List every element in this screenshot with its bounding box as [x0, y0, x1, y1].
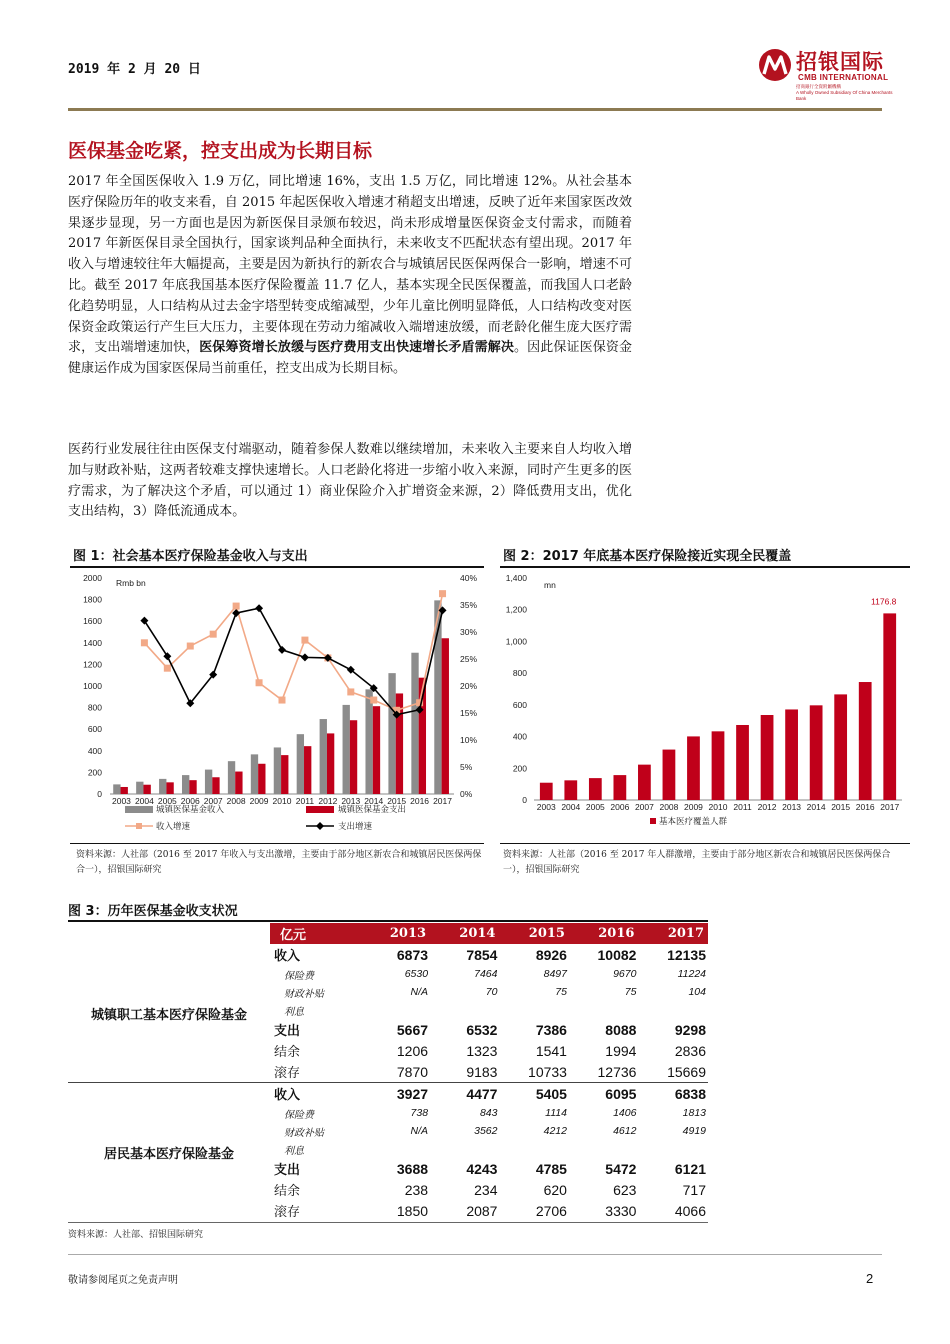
- x-tick-label: 2004: [134, 796, 154, 806]
- year-header: 2016: [569, 923, 638, 944]
- year-header: 2013: [361, 923, 430, 944]
- coverage-bar: [785, 709, 798, 800]
- table-cell: 7386: [535, 1021, 567, 1038]
- table-cell: 1114: [545, 1107, 567, 1119]
- income-bar: [388, 673, 395, 794]
- table-cell: 7854: [466, 946, 498, 963]
- table-cell: 6530: [404, 968, 429, 980]
- x-tick-label: 2011: [733, 802, 752, 812]
- income-growth-point: [301, 637, 308, 644]
- fund-group-name: 居民基本医疗保险基金: [68, 1083, 270, 1222]
- income-growth-point: [210, 631, 217, 638]
- table-cell: 9183: [466, 1063, 498, 1080]
- table-cell: N/A: [410, 1125, 429, 1137]
- table-cell: 4919: [682, 1125, 706, 1137]
- y-tick-label: 1,200: [505, 604, 527, 615]
- table-cell: [361, 1001, 430, 1019]
- paragraph-1-tail: 。因此保证医保资金健康运作成为国家医保局当前重任，控支出成为长期目标。: [68, 340, 632, 377]
- income-bar: [320, 719, 327, 794]
- table-cell: 1541: [535, 1042, 567, 1059]
- figure-3-source: 资料来源：人社部、招银国际研究: [68, 1230, 204, 1240]
- income-bar: [411, 653, 418, 794]
- table-cell: [361, 1140, 430, 1158]
- expense-bar: [121, 787, 128, 794]
- income-growth-point: [439, 590, 446, 597]
- paragraph-1: [68, 172, 632, 380]
- x-tick-label: 2012: [757, 802, 777, 812]
- table-cell: [430, 1140, 499, 1158]
- paragraph-2: 医药行业发展往往由医保支付端驱动，随着参保人数难以继续增加，未来收入主要来自人均收入增加与财政补贴，这两者较难支撑快速增长。人口老龄化将进一步缩小收入来源，同时产生更多的医疗需求，为了解决这个矛盾，可以通过 1）商业保险介入扩增资金来源，2）降低费用支出，优化支出结构，3）降低流通成本。: [68, 442, 632, 520]
- logo-chinese-name: 招银国际: [796, 50, 884, 74]
- coverage-bar: [687, 736, 700, 800]
- x-tick-label: 2016: [855, 802, 875, 812]
- table-cell: 15669: [667, 1063, 706, 1080]
- table-cell: 4243: [466, 1160, 498, 1177]
- table-cell: 9670: [613, 968, 637, 980]
- table-cell: 1850: [396, 1202, 429, 1219]
- table-cell: 6838: [638, 1083, 708, 1105]
- company-logo: [758, 46, 898, 102]
- fund-group-name: 城镇职工基本医疗保险基金: [90, 1007, 247, 1023]
- table-cell: 1813: [682, 1107, 706, 1119]
- x-tick-label: 2007: [203, 796, 223, 806]
- y-tick-label: 800: [87, 702, 102, 713]
- income-bar: [365, 689, 372, 794]
- x-tick-label: 2013: [782, 802, 802, 812]
- logo-tagline-en: A Wholly Owned Subsidiary Of China Merchants Bank: [796, 90, 893, 101]
- y2-tick-label: 15%: [460, 708, 478, 718]
- y2-tick-label: 0%: [460, 789, 473, 799]
- legend-coverage-swatch: [650, 818, 656, 824]
- table-cell: 1323: [466, 1042, 498, 1059]
- table-cell: N/A: [410, 986, 429, 998]
- table-header-row: [68, 923, 708, 944]
- income-growth-point: [187, 643, 194, 650]
- table-cell: [569, 1001, 638, 1019]
- x-tick-label: 2003: [112, 796, 131, 806]
- expense-bar: [350, 720, 357, 794]
- x-tick-label: 2005: [157, 796, 177, 806]
- table-cell: 238: [404, 1181, 429, 1198]
- row-label: 滚存: [273, 1066, 300, 1081]
- figure-3-title: 图 3：历年医保基金收支状况: [68, 904, 238, 919]
- table-cell: 5667: [396, 1021, 429, 1038]
- table-cell: 3562: [474, 1125, 498, 1137]
- table-cell: 738: [410, 1107, 429, 1119]
- table-cell: 8926: [535, 946, 567, 963]
- coverage-bar: [540, 783, 553, 800]
- page-number: 2: [866, 1271, 874, 1286]
- y-tick-label: 0: [97, 789, 102, 799]
- table-cell: 2087: [466, 1202, 498, 1219]
- x-tick-label: 2014: [364, 796, 384, 806]
- coverage-bar: [638, 765, 651, 800]
- x-tick-label: 2006: [610, 802, 630, 812]
- coverage-bar: [761, 715, 774, 800]
- row-label: 财政补贴: [283, 988, 324, 1000]
- x-tick-label: 2009: [249, 796, 269, 806]
- expense-growth-point: [163, 652, 171, 660]
- y-tick-label: 400: [512, 731, 527, 742]
- y2-tick-label: 10%: [460, 735, 478, 745]
- y-tick-label: 1,000: [505, 636, 527, 647]
- x-tick-label: 2011: [295, 796, 315, 806]
- expense-bar: [212, 777, 219, 794]
- legend-income-swatch: [125, 806, 153, 813]
- report-date: 2019 年 2 月 20 日: [68, 62, 201, 77]
- x-tick-label: 2010: [708, 802, 728, 812]
- table-cell: 11224: [677, 968, 706, 980]
- income-bar: [136, 782, 143, 794]
- paragraph-1-emphasis: 医保筹资增长放缓与医疗费用支出快速增长矛盾需解决: [199, 340, 515, 356]
- table-cell: [499, 1001, 568, 1019]
- income-bar: [297, 734, 304, 794]
- x-tick-label: 2008: [226, 796, 246, 806]
- logo-tagline-cn: 招商銀行全資附屬機構: [796, 84, 841, 89]
- x-tick-label: 2010: [272, 796, 292, 806]
- coverage-bar: [834, 694, 847, 800]
- y-tick-label: 200: [87, 767, 102, 778]
- coverage-bar: [712, 731, 725, 800]
- income-bar: [159, 779, 166, 794]
- legend-expense-swatch: [306, 806, 334, 813]
- table-cell: 4785: [535, 1160, 567, 1177]
- expense-bar: [373, 706, 380, 794]
- table-cell: [569, 1140, 638, 1158]
- table-cell: 9298: [674, 1021, 706, 1038]
- x-tick-label: 2017: [433, 796, 452, 806]
- year-header: 2017: [638, 923, 708, 944]
- legend-income-label: 城镇医保基金收入: [156, 804, 225, 814]
- table-cell: 8497: [543, 968, 567, 980]
- table-cell: 234: [474, 1181, 498, 1198]
- table-cell: 12135: [667, 946, 706, 963]
- x-tick-label: 2012: [318, 796, 338, 806]
- y-tick-label: 600: [512, 699, 527, 710]
- row-label: 利息: [283, 1145, 304, 1157]
- table-row: [68, 1083, 708, 1105]
- y-tick-label: 1400: [83, 637, 102, 648]
- logo-tagline: [796, 84, 896, 102]
- x-tick-label: 2016: [410, 796, 430, 806]
- x-tick-label: 2017: [880, 802, 900, 812]
- income-bar: [113, 784, 120, 794]
- x-tick-label: 2007: [634, 802, 654, 812]
- fund-table-container: [68, 923, 708, 1221]
- y-tick-label: 1600: [83, 616, 102, 627]
- expense-growth-point: [140, 617, 148, 625]
- figure-1-bottom-rule: [70, 843, 484, 844]
- coverage-bar: [736, 725, 749, 800]
- table-body: [68, 944, 708, 1221]
- y2-tick-label: 35%: [460, 600, 478, 610]
- row-label: 结余: [273, 1184, 300, 1199]
- table-cell: 4066: [674, 1202, 706, 1219]
- expense-growth-point: [301, 653, 309, 661]
- y-tick-label: 0: [522, 795, 527, 805]
- table-cell: 4477: [430, 1083, 499, 1105]
- year-header: 2014: [430, 923, 499, 944]
- table-cell: 717: [682, 1181, 706, 1198]
- coverage-bar: [663, 750, 676, 800]
- table-cell: 4212: [543, 1125, 567, 1137]
- expense-growth-point: [255, 604, 263, 612]
- table-cell: 843: [479, 1107, 498, 1119]
- expense-bar: [442, 638, 449, 794]
- header-divider: [68, 108, 882, 111]
- y2-tick-label: 25%: [460, 654, 478, 664]
- y-tick-label: 200: [512, 763, 527, 774]
- x-tick-label: 2008: [659, 802, 679, 812]
- income-growth-point: [164, 665, 171, 672]
- table-cell: 12736: [597, 1063, 637, 1080]
- table-cell: 3927: [361, 1083, 430, 1105]
- income-growth-point: [370, 697, 377, 704]
- income-growth-point: [256, 679, 263, 686]
- table-cell: 75: [624, 986, 637, 998]
- cmb-logo-icon: [758, 48, 792, 82]
- coverage-bar: [613, 775, 626, 800]
- table-cell: 4612: [613, 1125, 637, 1137]
- table-cell: 620: [543, 1181, 567, 1198]
- table-cell: 6873: [396, 946, 429, 963]
- unit-label: Rmb bn: [116, 578, 146, 588]
- header-blank-cell: [68, 923, 270, 944]
- x-tick-label: 2013: [341, 796, 361, 806]
- table-cell: 3330: [605, 1202, 637, 1219]
- expense-bar: [258, 764, 265, 794]
- y2-tick-label: 5%: [460, 762, 473, 772]
- paragraph-1-text: 2017 年全国医保收入 1.9 万亿，同比增速 16%，支出 1.5 万亿，同比增速 12%。从社会基本医疗保险历年的收支来看，自 2015 年起医保收入增速才稍超支出增速，反映了近年来国家医改效果逐步显现，另一方面也是因为新医保目录颁布较迟，尚未形成增量医保资金支付需求，而随着 2017 年新医保目录全国执行，国家谈判品种全面执行，未来收支不匹配状态有望出现。2017 年收入与增速较往年大幅提高，主要是因为新执行的新农合与城镇居民医保两保合一影响，增速不可比。截至 2017 年底我国基本医疗保险覆盖 11.7 亿人，基本实现全民医保覆盖，而我国人口老龄化趋势明显，人口结构从过去金字塔型转变成缩减型，少年儿童比例明显降低，人口结构改变对医保资金政策运行产生巨大压力，主要体现在劳动力缩减收入端增速放缓，而老龄化催生庞大医疗需求，支出端增速加快，: [68, 174, 632, 356]
- table-cell: [430, 1001, 499, 1019]
- table-cell: 1206: [396, 1042, 429, 1059]
- table-cell: 1406: [613, 1107, 637, 1119]
- table-cell: 2706: [535, 1202, 567, 1219]
- y-tick-label: 1200: [83, 659, 102, 670]
- y-tick-label: 800: [512, 668, 527, 679]
- x-tick-label: 2015: [831, 802, 851, 812]
- coverage-bar: [589, 778, 602, 800]
- logo-english-name: CMB INTERNATIONAL: [798, 73, 889, 82]
- income-bar: [182, 775, 189, 794]
- table-cell: [499, 1140, 568, 1158]
- coverage-bar: [883, 613, 896, 800]
- y-tick-label: 1,400: [505, 573, 527, 583]
- table-cell: 8088: [605, 1021, 637, 1038]
- unit-header: 亿元: [270, 923, 361, 944]
- x-tick-label: 2005: [585, 802, 605, 812]
- footer-disclaimer: 敬请参阅尾页之免责声明: [68, 1275, 178, 1286]
- legend-income-growth-label: 收入增速: [156, 821, 191, 831]
- table-cell: 3688: [396, 1160, 429, 1177]
- coverage-bar: [564, 780, 577, 800]
- figure-1-source: 资料来源：人社部（2016 至 2017 年收入与支出激增，主要由于部分地区新农合和城镇居民医保两保合一），招银国际研究: [76, 850, 482, 875]
- row-label: 利息: [283, 1006, 304, 1018]
- row-label: 滚存: [273, 1205, 300, 1220]
- table-cell: [638, 1140, 708, 1158]
- row-label: 结余: [273, 1045, 300, 1060]
- coverage-bar: [859, 682, 872, 800]
- y-tick-label: 400: [87, 745, 102, 756]
- medical-fund-table: [68, 923, 708, 1221]
- table-cell: 6532: [466, 1021, 498, 1038]
- table-cell: 7464: [474, 968, 498, 980]
- row-label: 保险费: [283, 970, 314, 982]
- x-tick-label: 2003: [536, 802, 556, 812]
- income-growth-point: [279, 697, 286, 704]
- table-row: [68, 944, 708, 965]
- table-cell: 5405: [499, 1083, 568, 1105]
- figure-3-title-rule: [68, 920, 708, 922]
- section-title: 医保基金吃紧，控支出成为长期目标: [68, 140, 373, 162]
- x-tick-label: 2006: [180, 796, 200, 806]
- expense-growth-point: [278, 646, 286, 654]
- figure-2-title: 图 2：2017 年底基本医疗保险接近实现全民覆盖: [503, 549, 792, 564]
- x-tick-label: 2015: [387, 796, 407, 806]
- income-growth-line: [144, 594, 442, 711]
- row-label: 收入: [273, 949, 300, 964]
- figure-1-title: 图 1：社会基本医疗保险基金收入与支出: [73, 549, 308, 564]
- table-cell: 6095: [569, 1083, 638, 1105]
- row-label: 收入: [270, 1083, 361, 1105]
- income-bar: [274, 747, 281, 794]
- y-tick-label: 600: [87, 724, 102, 735]
- table-cell: 1994: [605, 1042, 637, 1059]
- table-cell: 10733: [528, 1063, 567, 1080]
- legend-expense-growth-marker: [316, 822, 324, 830]
- legend-coverage-label: 基本医疗覆盖人群: [659, 816, 728, 826]
- expense-bar: [304, 746, 311, 794]
- legend-income-growth-marker: [136, 823, 142, 829]
- expense-bar: [189, 780, 196, 794]
- table-cell: 7870: [396, 1063, 429, 1080]
- y-tick-label: 1800: [83, 594, 102, 605]
- table-cell: 75: [555, 986, 567, 998]
- income-growth-point: [347, 688, 354, 695]
- table-cell: 70: [485, 986, 498, 998]
- table-bottom-rule: [68, 1222, 708, 1223]
- y2-tick-label: 20%: [460, 681, 478, 691]
- figure-2-source: 资料来源：人社部（2016 至 2017 年人群激增，主要由于部分地区新农合和城镇居民医保两保合一），招银国际研究: [503, 850, 891, 875]
- expense-bar: [235, 772, 242, 794]
- chart-medical-fund-income-expense: [70, 568, 490, 840]
- expense-bar: [327, 733, 334, 794]
- table-cell: 5472: [605, 1160, 637, 1177]
- data-label: 1176.8: [871, 596, 897, 607]
- chart-insurance-coverage: [500, 568, 912, 840]
- row-label: 支出: [273, 1163, 300, 1178]
- table-cell: 6121: [674, 1160, 706, 1177]
- unit-label: mn: [544, 580, 556, 590]
- row-label: 支出: [273, 1024, 300, 1039]
- x-tick-label: 2014: [806, 802, 826, 812]
- expense-bar: [143, 785, 150, 794]
- row-label: 财政补贴: [283, 1127, 324, 1139]
- coverage-bar: [810, 705, 823, 800]
- y-tick-label: 2000: [83, 573, 102, 583]
- income-growth-point: [233, 603, 240, 610]
- table-cell: 104: [688, 986, 706, 998]
- x-tick-label: 2009: [684, 802, 703, 812]
- expense-bar: [281, 755, 288, 794]
- row-label: 保险费: [283, 1109, 314, 1121]
- table-cell: 10082: [597, 946, 637, 963]
- table-cell: 2836: [674, 1042, 706, 1059]
- income-bar: [228, 761, 235, 794]
- figure-2-bottom-rule: [500, 843, 910, 844]
- expense-bar: [166, 782, 173, 794]
- y2-tick-label: 30%: [460, 627, 478, 637]
- table-cell: [638, 1001, 708, 1019]
- income-bar: [251, 754, 258, 794]
- income-bar: [205, 770, 212, 794]
- income-growth-point: [141, 639, 148, 646]
- y-tick-label: 1000: [83, 681, 102, 691]
- year-header: 2015: [499, 923, 568, 944]
- y2-tick-label: 40%: [460, 573, 478, 583]
- x-tick-label: 2004: [561, 802, 581, 812]
- footer-divider: [68, 1254, 882, 1255]
- legend-expense-growth-label: 支出增速: [338, 821, 373, 831]
- income-bar: [343, 705, 350, 794]
- legend-expense-label: 城镇医保基金支出: [338, 804, 407, 814]
- table-cell: 623: [613, 1181, 637, 1198]
